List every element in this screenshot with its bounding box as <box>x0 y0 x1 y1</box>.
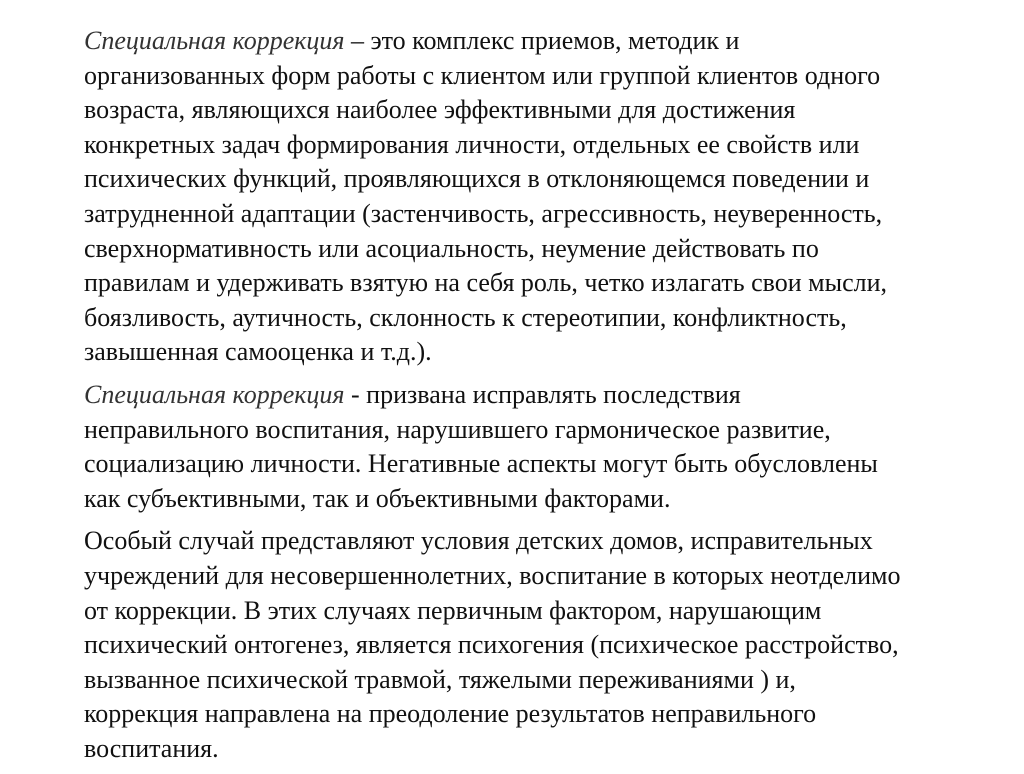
text-line: воспитания. <box>84 733 219 763</box>
text-line: коррекция направлена на преодоление результатов неправильного <box>84 699 817 729</box>
text-line: затрудненной адаптации (застенчивость, агрессивность, неуверенность, <box>84 198 883 228</box>
text-body <box>84 24 989 774</box>
text-line: неправильного воспитания, нарушившего гармоническое развитие, <box>84 414 831 444</box>
text-line: возраста, являющихся наиболее эффективными для достижения <box>84 95 796 125</box>
paragraph-special-case <box>84 524 989 766</box>
text-line: социализацию личности. Негативные аспекты могут быть обусловлены <box>84 449 878 479</box>
text-line: правилам и удерживать взятую на себя роль, четко излагать свои мысли, <box>84 268 888 298</box>
text-line: организованных форм работы с клиентом или группой клиентов одного <box>84 60 881 90</box>
text-line <box>84 24 989 59</box>
text-line: как субъективными, так и объективными факторами. <box>84 483 671 513</box>
text-line: психический онтогенез, является психогения (психическое расстройство, <box>84 630 899 660</box>
paragraph-purpose <box>84 378 989 516</box>
text-fragment: – это комплекс приемов, методик и <box>344 26 740 55</box>
text-line: Особый случай представляют условия детских домов, исправительных <box>84 526 873 556</box>
text-fragment: - призвана исправлять последствия <box>344 379 741 409</box>
text-line <box>84 378 989 413</box>
text-line: учреждений для несовершеннолетних, воспитание в которых неотделимо <box>84 560 901 590</box>
text-line: сверхнормативность или асоциальность, неумение действовать по <box>84 233 819 263</box>
italic-term: Специальная коррекция <box>84 26 345 55</box>
italic-term: Специальная коррекция <box>84 379 345 409</box>
text-line: конкретных задач формирования личности, отдельных ее свойств или <box>84 129 860 159</box>
text-line: вызванное психической травмой, тяжелыми переживаниями ) и, <box>84 664 796 694</box>
text-line: боязливость, аутичность, склонность к стереотипии, конфликтность, <box>84 302 847 332</box>
text-line: завышенная самооценка и т.д.). <box>84 337 432 367</box>
paragraph-definition <box>84 24 989 370</box>
text-line: психических функций, проявляющихся в отклоняющемся поведении и <box>84 164 870 194</box>
text-line: от коррекции. В этих случаях первичным фактором, нарушающим <box>84 595 822 625</box>
